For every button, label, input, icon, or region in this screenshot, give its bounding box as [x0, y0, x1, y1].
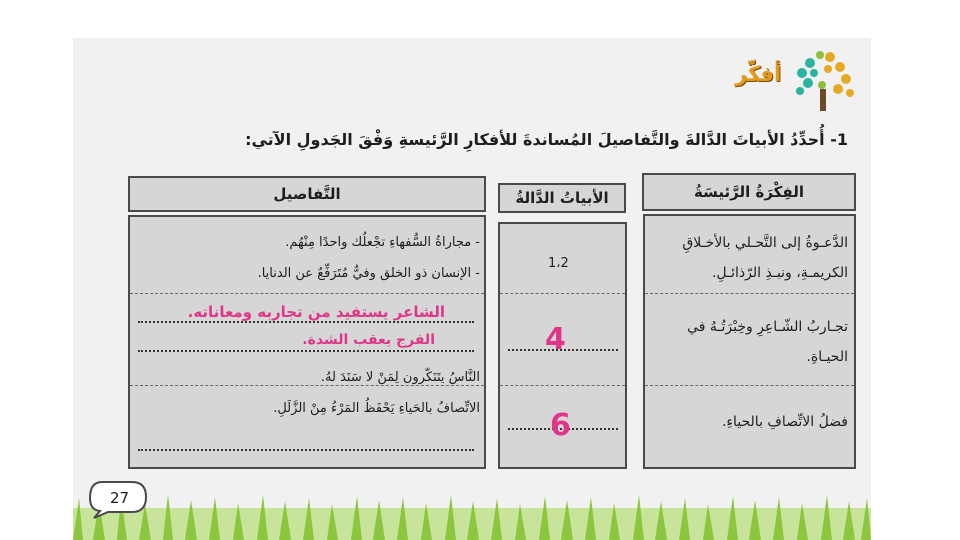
row2-verses-handwritten: 4 — [545, 322, 566, 357]
row1-idea: الدَّعـوةُ إلى التَّحـلي بالأخـلاقِ الكريمـةِ، ونبـذِ الرّذائـلِ. — [682, 235, 848, 281]
row2-idea: تجـاربُ الشّـاعِرِ وخِبْرَتُـهُ في الحيـاةِ. — [687, 319, 848, 365]
row-divider — [645, 293, 854, 294]
row3-verses-handwritten: 6 — [550, 408, 571, 443]
row-divider — [645, 385, 854, 386]
row2-detail-handwritten-2: الفرج يعقب الشدة. — [302, 332, 435, 348]
page-number-bubble — [88, 478, 150, 520]
row2-detail-printed: النَّاسُ يتَنَكّرون لِمَنْ لا سَنَدَ لهُ. — [320, 370, 480, 385]
header-verses: الأبياتُ الدَّالةُ — [498, 183, 626, 213]
header-main-idea: الفِكْرَةُ الرَّئيسَةُ — [642, 173, 856, 211]
answer-line — [138, 449, 474, 451]
row-divider — [130, 385, 484, 386]
page-number: 27 — [110, 489, 130, 507]
row-divider — [500, 385, 625, 386]
row-divider — [130, 293, 484, 294]
question-text: 1- أُحدِّدُ الأبياتَ الدَّالةَ والتَّفاصيلَ المُساندةَ للأفكارِ الرَّئيسةِ وَفْقَ الجَدولِ الآتي: — [245, 130, 848, 149]
grass-strip — [73, 488, 871, 540]
answer-line — [138, 350, 474, 352]
row1-detail-1: - مجاراةُ السُّفهاءِ تجْعلُك واحدًا مِنْهُم. — [285, 235, 480, 250]
header-details: التَّفاصيل — [128, 176, 486, 212]
section-badge: أفكّر — [735, 62, 782, 86]
tree-logo-icon — [790, 45, 860, 115]
answer-line — [138, 321, 474, 323]
row3-detail-printed: الاتِّصافُ بالحَياءِ يَحْفَظُ المَرْءُ مِنْ الزَّلَلِ. — [273, 401, 480, 416]
row2-detail-handwritten-1: الشاعر يستفيد من تجاربه ومعاناته. — [187, 303, 445, 321]
row-divider — [500, 293, 625, 294]
row1-detail-2: - الإنسان ذو الخلق وفيٌّ مُتَرَفِّعٌ عن الدنايا. — [257, 266, 480, 281]
row3-idea: فضلُ الاتِّصافِ بالحياءِ. — [721, 414, 848, 430]
row1-verses: 1،2 — [548, 256, 569, 271]
